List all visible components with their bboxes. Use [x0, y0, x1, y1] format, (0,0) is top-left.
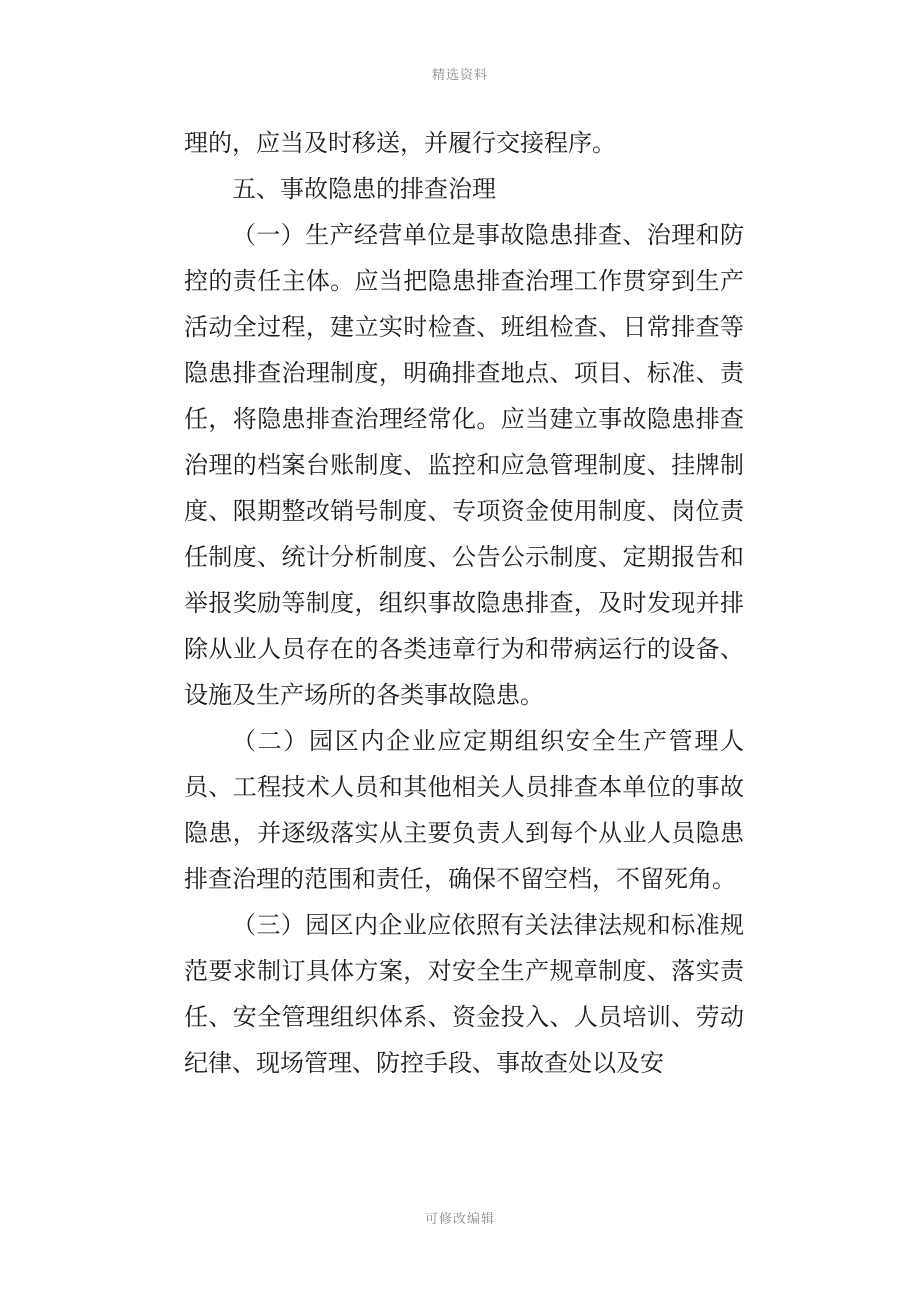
paragraph-item-2: （二）园区内企业应定期组织安全生产管理人员、工程技术人员和其他相关人员排查本单位的事故隐患，并逐级落实从主要负责人到每个从业人员隐患排查治理的范围和责任，确保不留空档，不留死角。: [184, 727, 744, 893]
paragraph-continuation: 理的，应当及时移送，并履行交接程序。: [184, 129, 616, 157]
paragraph-item-3: （三）园区内企业应依照有关法律法规和标准规范要求制订具体方案，对安全生产规章制度、落实责任、安全管理组织体系、资金投入、人员培训、劳动纪律、现场管理、防控手段、事故查处以及安: [184, 911, 744, 1077]
page-footer: 可修改编辑: [424, 1212, 495, 1227]
paragraph-item-1: （一）生产经营单位是事故隐患排查、治理和防控的责任主体。应当把隐患排查治理工作贯穿到生产活动全过程，建立实时检查、班组检查、日常排查等隐患排查治理制度，明确排查地点、项目、标准、责任，将隐患排查治理经常化。应当建立事故隐患排查治理的档案台账制度、监控和应急管理制度、挂牌制度、限期整改销号制度、专项资金使用制度、岗位责任制度、统计分析制度、公告公示制度、定期报告和举报奖励等制度，组织事故隐患排查，及时发现并排除从业人员存在的各类违章行为和带病运行的设备、设施及生产场所的各类事故隐患。: [184, 221, 744, 709]
document-body: [184, 120, 744, 1086]
section-heading: 五、事故隐患的排查治理: [232, 175, 496, 203]
page-header: 精选资料: [431, 68, 488, 83]
